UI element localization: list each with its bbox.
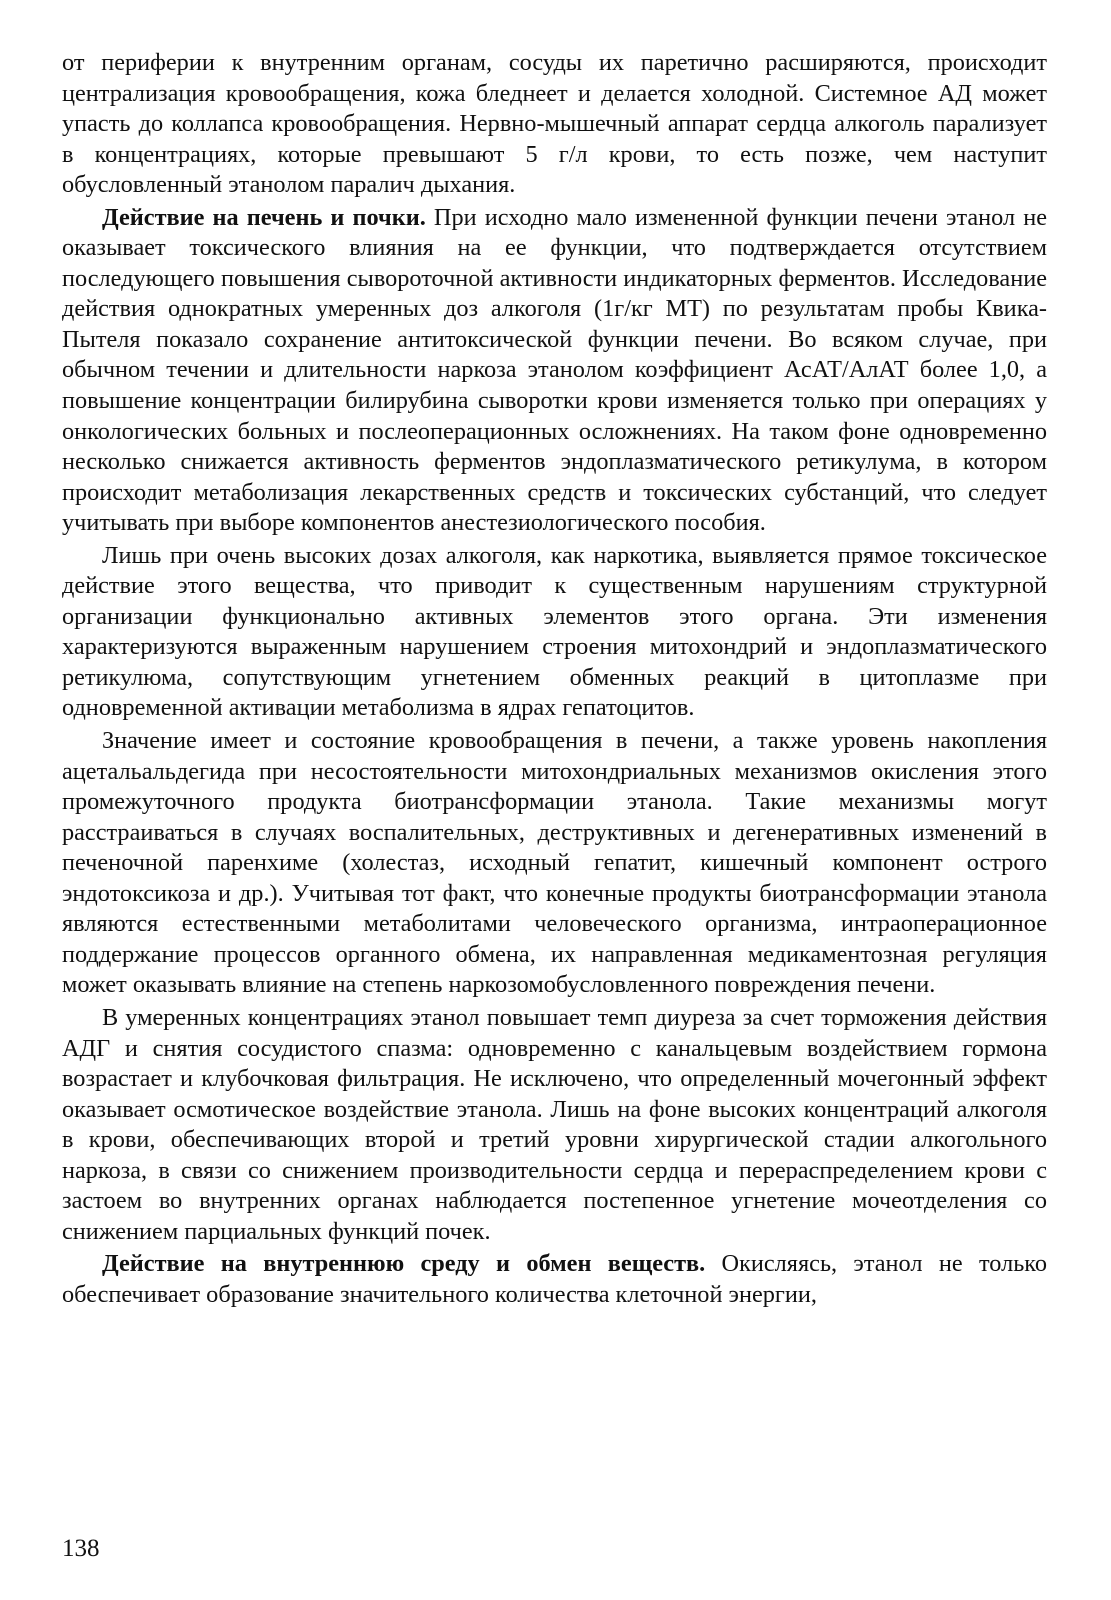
paragraph-text: Значение имеет и состояние кровообращения в печени, а также уровень накопления ацетальальдегида при несостоятельности митохондриальных механизмов окисления этого промежуточного продукта биотрансформации этанола. Такие механизмы могут расстраиваться в случаях воспалительных, деструктивных и дегенеративных изменений в печеночной паренхиме (холестаз, исходный гепатит, кишечный компонент острого эндотоксикоза и др.). Учитывая тот факт, что конечные продукты биотрансформации этанола являются естественными метаболитами человеческого организма, интраоперационное поддержание процессов органного обмена, их направленная медикаментозная регуляция может оказывать влияние на степень наркозомобусловленного повреждения печени. [62, 727, 1047, 999]
page-body [62, 48, 1047, 1310]
paragraph-text: При исходно мало измененной функции печени этанол не оказывает токсического влияния на ее функции, что подтверждается отсутствием последующего повышения сывороточной активности индикаторных ферментов. Исследование действия однократных умеренных доз алкоголя (1г/кг МТ) по результатам пробы Квика-Пытеля показало сохранение антитоксической функции печени. Во всяком случае, при обычном течении и длительности наркоза этанолом коэффициент АсАТ/АлАТ более 1,0, а повышение концентрации билирубина сыворотки крови изменяется только при операциях у онкологических больных и послеоперационных осложнениях. На таком фоне одновременно несколько снижается активность ферментов эндоплазматического ретикулума, в котором происходит метаболизация лекарственных средств и токсических субстанций, что следует учитывать при выборе компонентов анестезиологического пособия. [62, 203, 1047, 537]
section-heading: Действие на печень и почки. [102, 203, 426, 231]
paragraph [62, 1003, 1047, 1247]
paragraph-text: от периферии к внутренним органам, сосуды их паретично расширяются, происходит централизация кровообращения, кожа бледнеет и делается холодной. Системное АД может упасть до коллапса кровообращения. Нервно-мышечный аппарат сердца алкоголь парализует в концентрациях, которые превышают 5 г/л крови, то есть позже, чем наступит обусловленный этанолом паралич дыхания. [62, 49, 1047, 199]
paragraph [62, 1249, 1047, 1310]
page-number: 138 [62, 1535, 100, 1562]
section-heading: Действие на внутреннюю среду и обмен веществ. [102, 1250, 706, 1278]
paragraph [62, 541, 1047, 724]
paragraph [62, 726, 1047, 1001]
paragraph [62, 48, 1047, 201]
paragraph [62, 203, 1047, 539]
paragraph-text: В умеренных концентрациях этанол повышает темп диуреза за счет торможения действия АДГ и снятия сосудистого спазма: одновременно с канальцевым воздействием гормона возрастает и клубочковая фильтрация. Не исключено, что определенный мочегонный эффект оказывает осмотическое воздействие этанола. Лишь на фоне высоких концентраций алкоголя в крови, обеспечивающих второй и третий уровни хирургической стадии алкогольного наркоза, в связи со снижением производительности сердца и перераспределением крови с застоем во внутренних органах наблюдается постепенное угнетение мочеотделения со снижением парциальных функций почек. [62, 1003, 1047, 1245]
paragraph-text: Лишь при очень высоких дозах алкоголя, как наркотика, выявляется прямое токсическое действие этого вещества, что приводит к существенным нарушениям структурной организации функционально активных элементов этого органа. Эти изменения характеризуются выраженным нарушением строения митохондрий и эндоплазматического ретикулюма, сопутствующим угнетением обменных реакций в цитоплазме при одновременной активации метаболизма в ядрах гепатоцитов. [62, 541, 1047, 722]
paragraph-text: Окисляясь, этанол не только обеспечивает образование значительного количества клеточной энергии, [62, 1250, 1047, 1308]
